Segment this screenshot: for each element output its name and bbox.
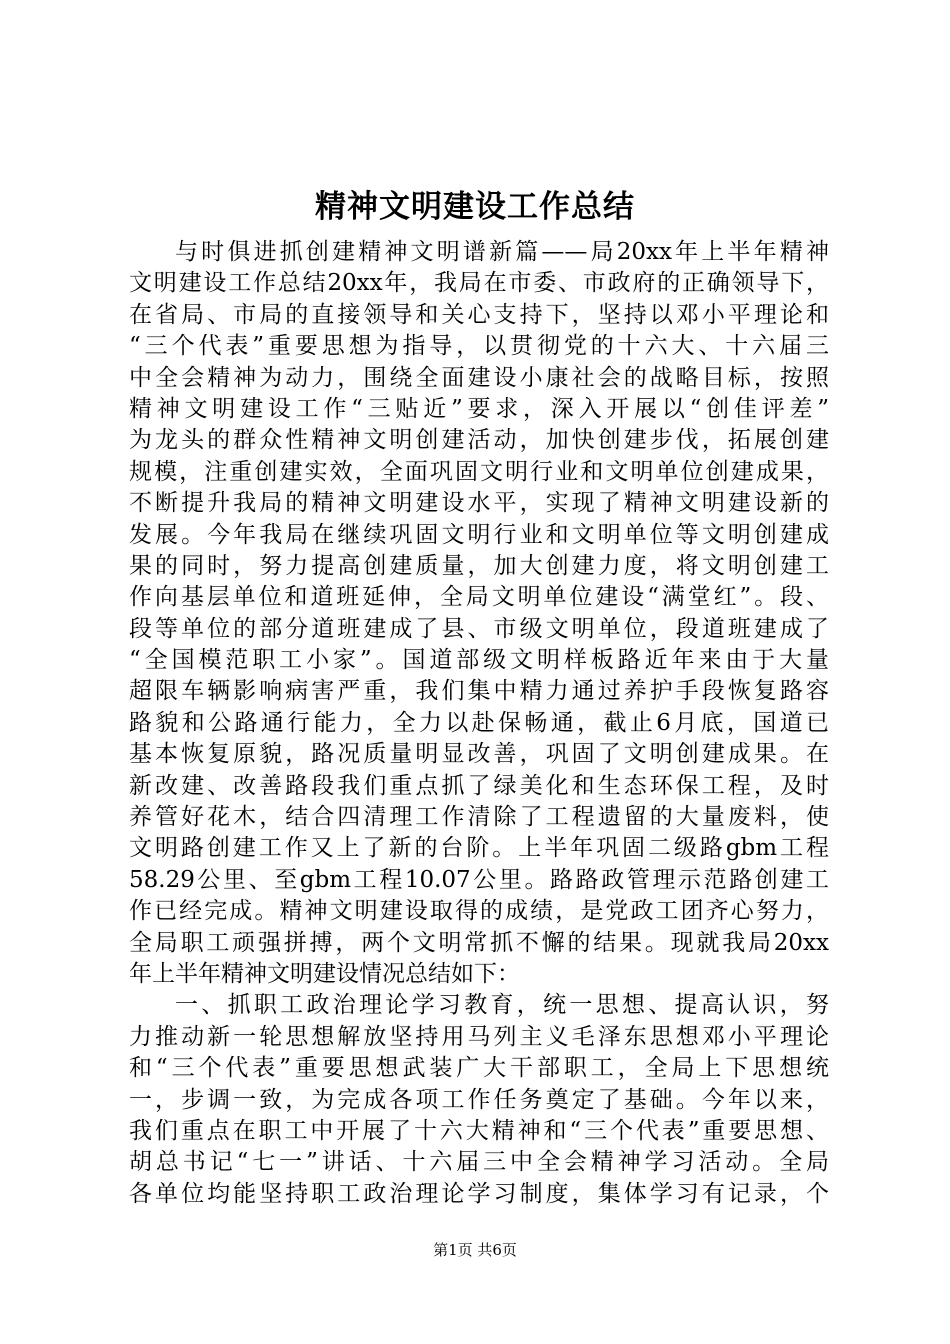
body-text-line: 力推动新一轮思想解放坚持用马列主义毛泽东思想邓小平理论 bbox=[129, 1023, 829, 1050]
body-text-line: 路貌和公路通行能力，全力以赴保畅通，截止6月底，国道已 bbox=[129, 709, 829, 736]
body-text-line: “三个代表”重要思想为指导，以贯彻党的十六大、十六届三 bbox=[129, 333, 829, 360]
body-text-line: 段等单位的部分道班建成了县、市级文明单位，段道班建成了 bbox=[129, 615, 829, 642]
body-text-line: 作向基层单位和道班延伸，全局文明单位建设“满堂红”。段、 bbox=[129, 584, 829, 611]
body-text-line: 精神文明建设工作“三贴近”要求，深入开展以“创佳评差” bbox=[129, 395, 829, 422]
body-text-line: 文明建设工作总结20xx年，我局在市委、市政府的正确领导下， bbox=[129, 270, 829, 297]
body-text-line: 为龙头的群众性精神文明创建活动，加快创建步伐，拓展创建 bbox=[129, 427, 829, 454]
body-text-line: 在省局、市局的直接领导和关心支持下，坚持以邓小平理论和 bbox=[129, 301, 829, 328]
body-text-line: 我们重点在职工中开展了十六大精神和“三个代表”重要思想、 bbox=[129, 1117, 829, 1144]
body-text-line: 发展。今年我局在继续巩固文明行业和文明单位等文明创建成 bbox=[129, 521, 829, 548]
body-text-line: 一，步调一致，为完成各项工作任务奠定了基础。今年以来， bbox=[129, 1086, 829, 1113]
body-text-line: 新改建、改善路段我们重点抓了绿美化和生态环保工程，及时 bbox=[129, 772, 829, 799]
body-text-line: 58.29公里、至gbm工程10.07公里。路路政管理示范路创建工 bbox=[129, 866, 829, 893]
page-footer: 第1页 共6页 bbox=[433, 1241, 517, 1259]
body-text-line: 养管好花木，结合四清理工作清除了工程遗留的大量废料，使 bbox=[129, 804, 829, 831]
body-text-line: 基本恢复原貌，路况质量明显改善，巩固了文明创建成果。在 bbox=[129, 741, 829, 768]
body-text-line: 全局职工顽强拼搏，两个文明常抓不懈的结果。现就我局20xx bbox=[129, 929, 829, 956]
body-text-line: 中全会精神为动力，围绕全面建设小康社会的战略目标，按照 bbox=[129, 364, 829, 391]
body-text-line: 果的同时，努力提高创建质量，加大创建力度，将文明创建工 bbox=[129, 552, 829, 579]
document-title: 精神文明建设工作总结 bbox=[315, 189, 635, 225]
body-text-line: 年上半年精神文明建设情况总结如下： bbox=[129, 960, 520, 987]
body-text-line: 规模，注重创建实效，全面巩固文明行业和文明单位创建成果， bbox=[129, 458, 829, 485]
body-text-line: 一、抓职工政治理论学习教育，统一思想、提高认识，努 bbox=[175, 992, 829, 1019]
body-text-line: 与时俱进抓创建精神文明谱新篇——局20xx年上半年精神 bbox=[175, 239, 829, 265]
body-text-line: 文明路创建工作又上了新的台阶。上半年巩固二级路gbm工程 bbox=[129, 835, 829, 862]
body-text-line: 作已经完成。精神文明建设取得的成绩，是党政工团齐心努力， bbox=[129, 898, 829, 925]
body-text-line: 超限车辆影响病害严重，我们集中精力通过养护手段恢复路容 bbox=[129, 678, 829, 705]
body-text-line: 胡总书记“七一”讲话、十六届三中全会精神学习活动。全局 bbox=[129, 1149, 829, 1176]
document-body bbox=[129, 237, 829, 1210]
body-text-line: 和“三个代表”重要思想武装广大干部职工，全局上下思想统 bbox=[129, 1055, 829, 1082]
body-text-line: 各单位均能坚持职工政治理论学习制度，集体学习有记录，个 bbox=[129, 1180, 829, 1207]
body-text-line: 不断提升我局的精神文明建设水平，实现了精神文明建设新的 bbox=[129, 490, 829, 517]
body-text-line: “全国模范职工小家”。国道部级文明样板路近年来由于大量 bbox=[129, 647, 829, 674]
